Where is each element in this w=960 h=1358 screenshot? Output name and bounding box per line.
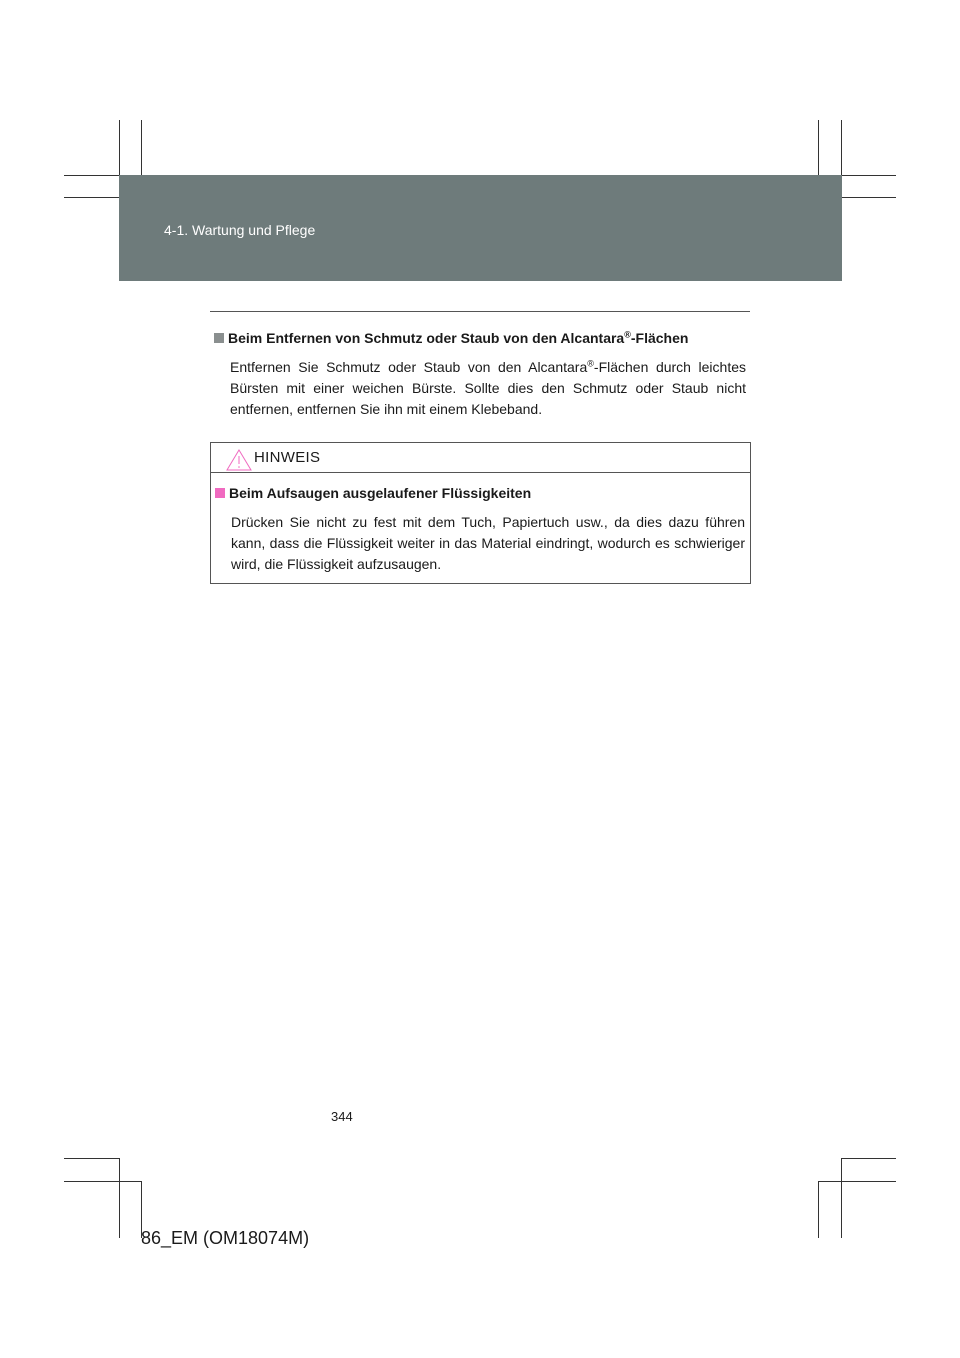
crop-mark bbox=[818, 1181, 819, 1238]
topic-heading bbox=[214, 329, 746, 347]
crop-mark bbox=[842, 1158, 896, 1159]
notice-heading bbox=[215, 484, 745, 502]
crop-mark bbox=[119, 1158, 120, 1238]
crop-mark bbox=[64, 197, 119, 198]
crop-mark bbox=[141, 120, 142, 175]
chapter-header-band bbox=[119, 175, 842, 281]
topic-heading-text: Beim Entfernen von Schmutz oder Staub von den Alcantara bbox=[228, 330, 625, 346]
pink-square-bullet-icon bbox=[215, 488, 225, 498]
crop-mark bbox=[64, 1181, 142, 1182]
gray-square-bullet-icon bbox=[214, 333, 224, 343]
crop-mark bbox=[841, 1158, 842, 1238]
crop-mark bbox=[842, 197, 896, 198]
topic-body bbox=[230, 357, 746, 420]
crop-mark bbox=[818, 1181, 896, 1182]
notice-box bbox=[210, 442, 751, 584]
section-title: 4-1. Wartung und Pflege bbox=[164, 222, 316, 238]
notice-body: Drücken Sie nicht zu fest mit dem Tuch, Papiertuch usw., da dies dazu führen kann, dass die Flüssigkeit weiter in das Material eindringt, wodurch es schwieriger wird, die Flüssigkeit aufzusaugen. bbox=[231, 514, 745, 572]
registered-mark: ® bbox=[587, 358, 594, 369]
registered-mark: ® bbox=[624, 329, 631, 340]
topic-heading-suffix: -Flächen bbox=[630, 330, 689, 346]
notice-title-row bbox=[211, 443, 750, 473]
crop-mark bbox=[818, 120, 819, 175]
document-code: 86_EM (OM18074M) bbox=[141, 1228, 310, 1248]
warning-triangle-icon bbox=[226, 449, 252, 471]
notice-title: HINWEIS bbox=[254, 449, 321, 466]
divider bbox=[210, 311, 750, 312]
topic-block bbox=[214, 329, 746, 420]
notice-heading-text: Beim Aufsaugen ausgelaufener Flüssigkeiten bbox=[229, 485, 532, 501]
crop-mark bbox=[64, 1158, 119, 1159]
topic-body-text-cont: -Flächen durch leichtes Bürsten mit einer weichen Bürste. Sollte dies den Schmutz oder Staub nicht entfernen, entfernen Sie ihn mit einem Klebeband. bbox=[230, 359, 746, 417]
notice-content bbox=[215, 484, 745, 575]
topic-body-text: Entfernen Sie Schmutz oder Staub von den Alcantara bbox=[230, 359, 588, 375]
page-number: 344 bbox=[331, 1109, 353, 1124]
